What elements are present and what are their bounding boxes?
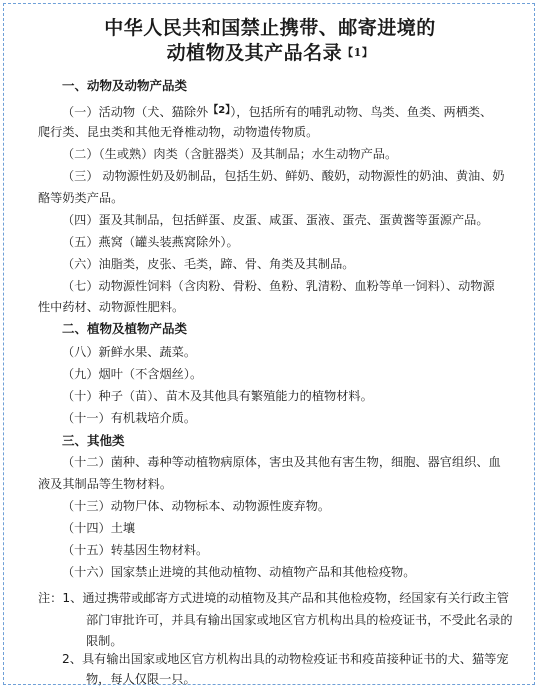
note-1-line-3: 限制。 <box>86 633 123 648</box>
item-13: （十三）动物尸体、动物标本、动物源性废弃物。 <box>62 498 331 513</box>
item-12-line-1: （十二）菌种、毒种等动植物病原体，害虫及其他有害生物，细胞、器官组织、血 <box>62 454 501 469</box>
item-12-line-2: 液及其制品等生物材料。 <box>38 476 173 491</box>
title-footnote-ref: 【1】 <box>342 46 374 59</box>
section-heading-animals: 一、动物及动物产品类 <box>62 78 188 93</box>
item-3-line-2: 酪等奶类产品。 <box>38 190 124 205</box>
item-11: （十一）有机栽培介质。 <box>62 410 197 425</box>
item-9: （九）烟叶（不含烟丝）。 <box>62 366 203 381</box>
item-1-line-1 <box>62 101 492 120</box>
item-1-prefix: （一）活动物（犬、猫除外 <box>62 104 209 119</box>
item-1-line-2: 爬行类、昆虫类和其他无脊椎动物，动物遗传物质。 <box>38 124 319 139</box>
item-5: （五）燕窝（罐头装燕窝除外）。 <box>62 234 239 249</box>
item-4: （四）蛋及其制品，包括鲜蛋、皮蛋、咸蛋、蛋液、蛋壳、蛋黄酱等蛋源产品。 <box>62 212 489 227</box>
item-2: （二）（生或熟）肉类（含脏器类）及其制品；水生动物产品。 <box>62 146 398 161</box>
note-2-line-2: 物，每人仅限一只。 <box>86 672 196 686</box>
title-line-1: 中华人民共和国禁止携带、邮寄进境的 <box>104 17 436 39</box>
item-6: （六）油脂类，皮张、毛类，蹄、骨、角类及其制品。 <box>62 256 355 271</box>
item-7-line-2: 性中药材、动物源性肥料。 <box>38 299 185 314</box>
item-8: （八）新鲜水果、蔬菜。 <box>62 344 197 359</box>
section-heading-plants: 二、植物及植物产品类 <box>62 320 188 336</box>
section-heading-other: 三、其他类 <box>62 432 125 448</box>
item-16: （十六）国家禁止进境的其他动植物、动植物产品和其他检疫物。 <box>62 564 416 579</box>
item-10: （十）种子（苗）、苗木及其他具有繁殖能力的植物材料。 <box>62 388 373 403</box>
title-text: 动植物及其产品名录 <box>166 42 343 64</box>
item-15: （十五）转基因生物材料。 <box>62 542 209 557</box>
item-7-line-1: （七）动物源性饲料（含肉粉、骨粉、鱼粉、乳清粉、血粉等单一饲料）、动物源 <box>62 278 495 293</box>
item-14: （十四）土壤 <box>62 520 136 535</box>
note-2-line-1: 2、具有输出国家或地区官方机构出具的动物检疫证书和疫苗接种证书的犬、猫等宠 <box>62 652 509 666</box>
item-1-suffix: ），包括所有的哺乳动物、鸟类、鱼类、两栖类、 <box>230 104 493 119</box>
item-1-footnote-ref: 【2】 <box>208 104 231 116</box>
note-1-line-2: 部门审批许可，并具有输出国家或地区官方机构出具的检疫证书，不受此名录的 <box>86 612 513 627</box>
title-line-2 <box>0 38 540 65</box>
note-1-line-1: 注：1、通过携带或邮寄方式进境的动植物及其产品和其他检疫物，经国家有关行政主管 <box>38 590 509 605</box>
item-3-line-1: （三） 动物源性奶及奶制品，包括生奶、鲜奶、酸奶，动物源性的奶油、黄油、奶 <box>62 168 505 183</box>
